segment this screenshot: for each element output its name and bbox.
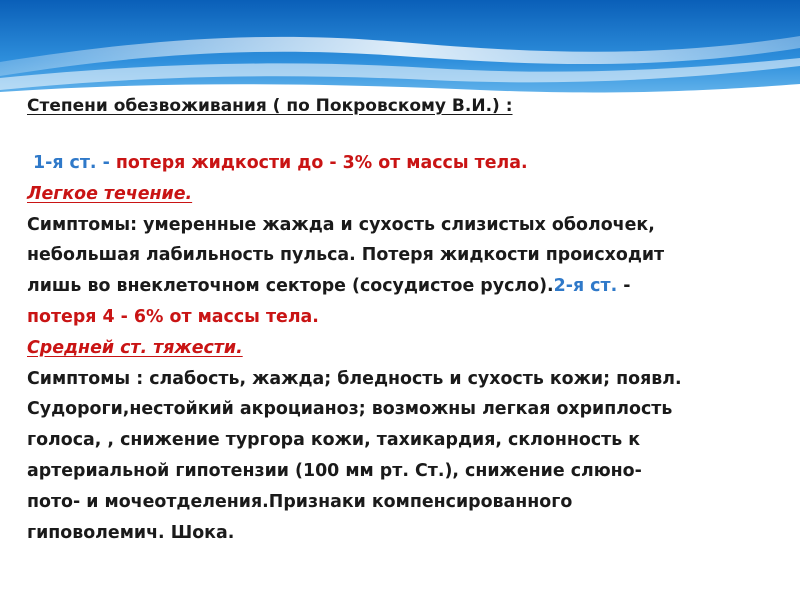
degree1-label: 1-я ст. [33,153,97,173]
degree1-loss: потеря жидкости до - 3% от массы тела. [115,153,528,173]
degree2-severity: Средней ст. тяжести. [27,337,243,358]
degree2-symptoms-line6: гиповолемич. Шока. [27,522,235,543]
degree2-symptoms-line1: Симптомы : слабость, жажда; бледность и сухость кожи; появл. [27,368,682,389]
slide-content [27,94,787,548]
degree1-severity: Легкое течение. [27,183,193,204]
degree2-loss: потеря 4 - 6% от массы тела. [27,306,319,327]
degree2-symptoms-line2: Судороги,нестойкий акроцианоз; возможны легкая охриплость [27,399,673,420]
degree1-symptoms-line1: Симптомы: умеренные жажда и сухость слизистых оболочек, [27,214,655,235]
degree1-symptoms-line3: лишь во внеклеточном секторе (сосудистое русло). [27,276,554,297]
degree2-label: 2-я ст. [553,276,618,297]
degree2-symptoms-line3: голоса, , снижение тургора кожи, тахикардия, склонность к [27,430,641,451]
degree1-symptoms-line2: небольшая лабильность пульса. Потеря жидкости происходит [27,245,665,266]
degree2-symptoms-line5: пото- и мочеотделения.Признаки компенсированного [27,491,573,512]
degrees-text [27,148,787,548]
degree1-symptoms-line3-row: лишь во внеклеточном секторе (сосудистое русло).2-я ст. - [27,276,631,297]
degree2-symptoms-line4: артериальной гипотензии (100 мм рт. Ст.), снижение слюно- [27,460,642,481]
degree1-line: 1-я ст. - потеря жидкости до - 3% от массы тела. [33,153,528,173]
slide-heading: Степени обезвоживания ( по Покровскому В.И.) : [27,96,513,116]
